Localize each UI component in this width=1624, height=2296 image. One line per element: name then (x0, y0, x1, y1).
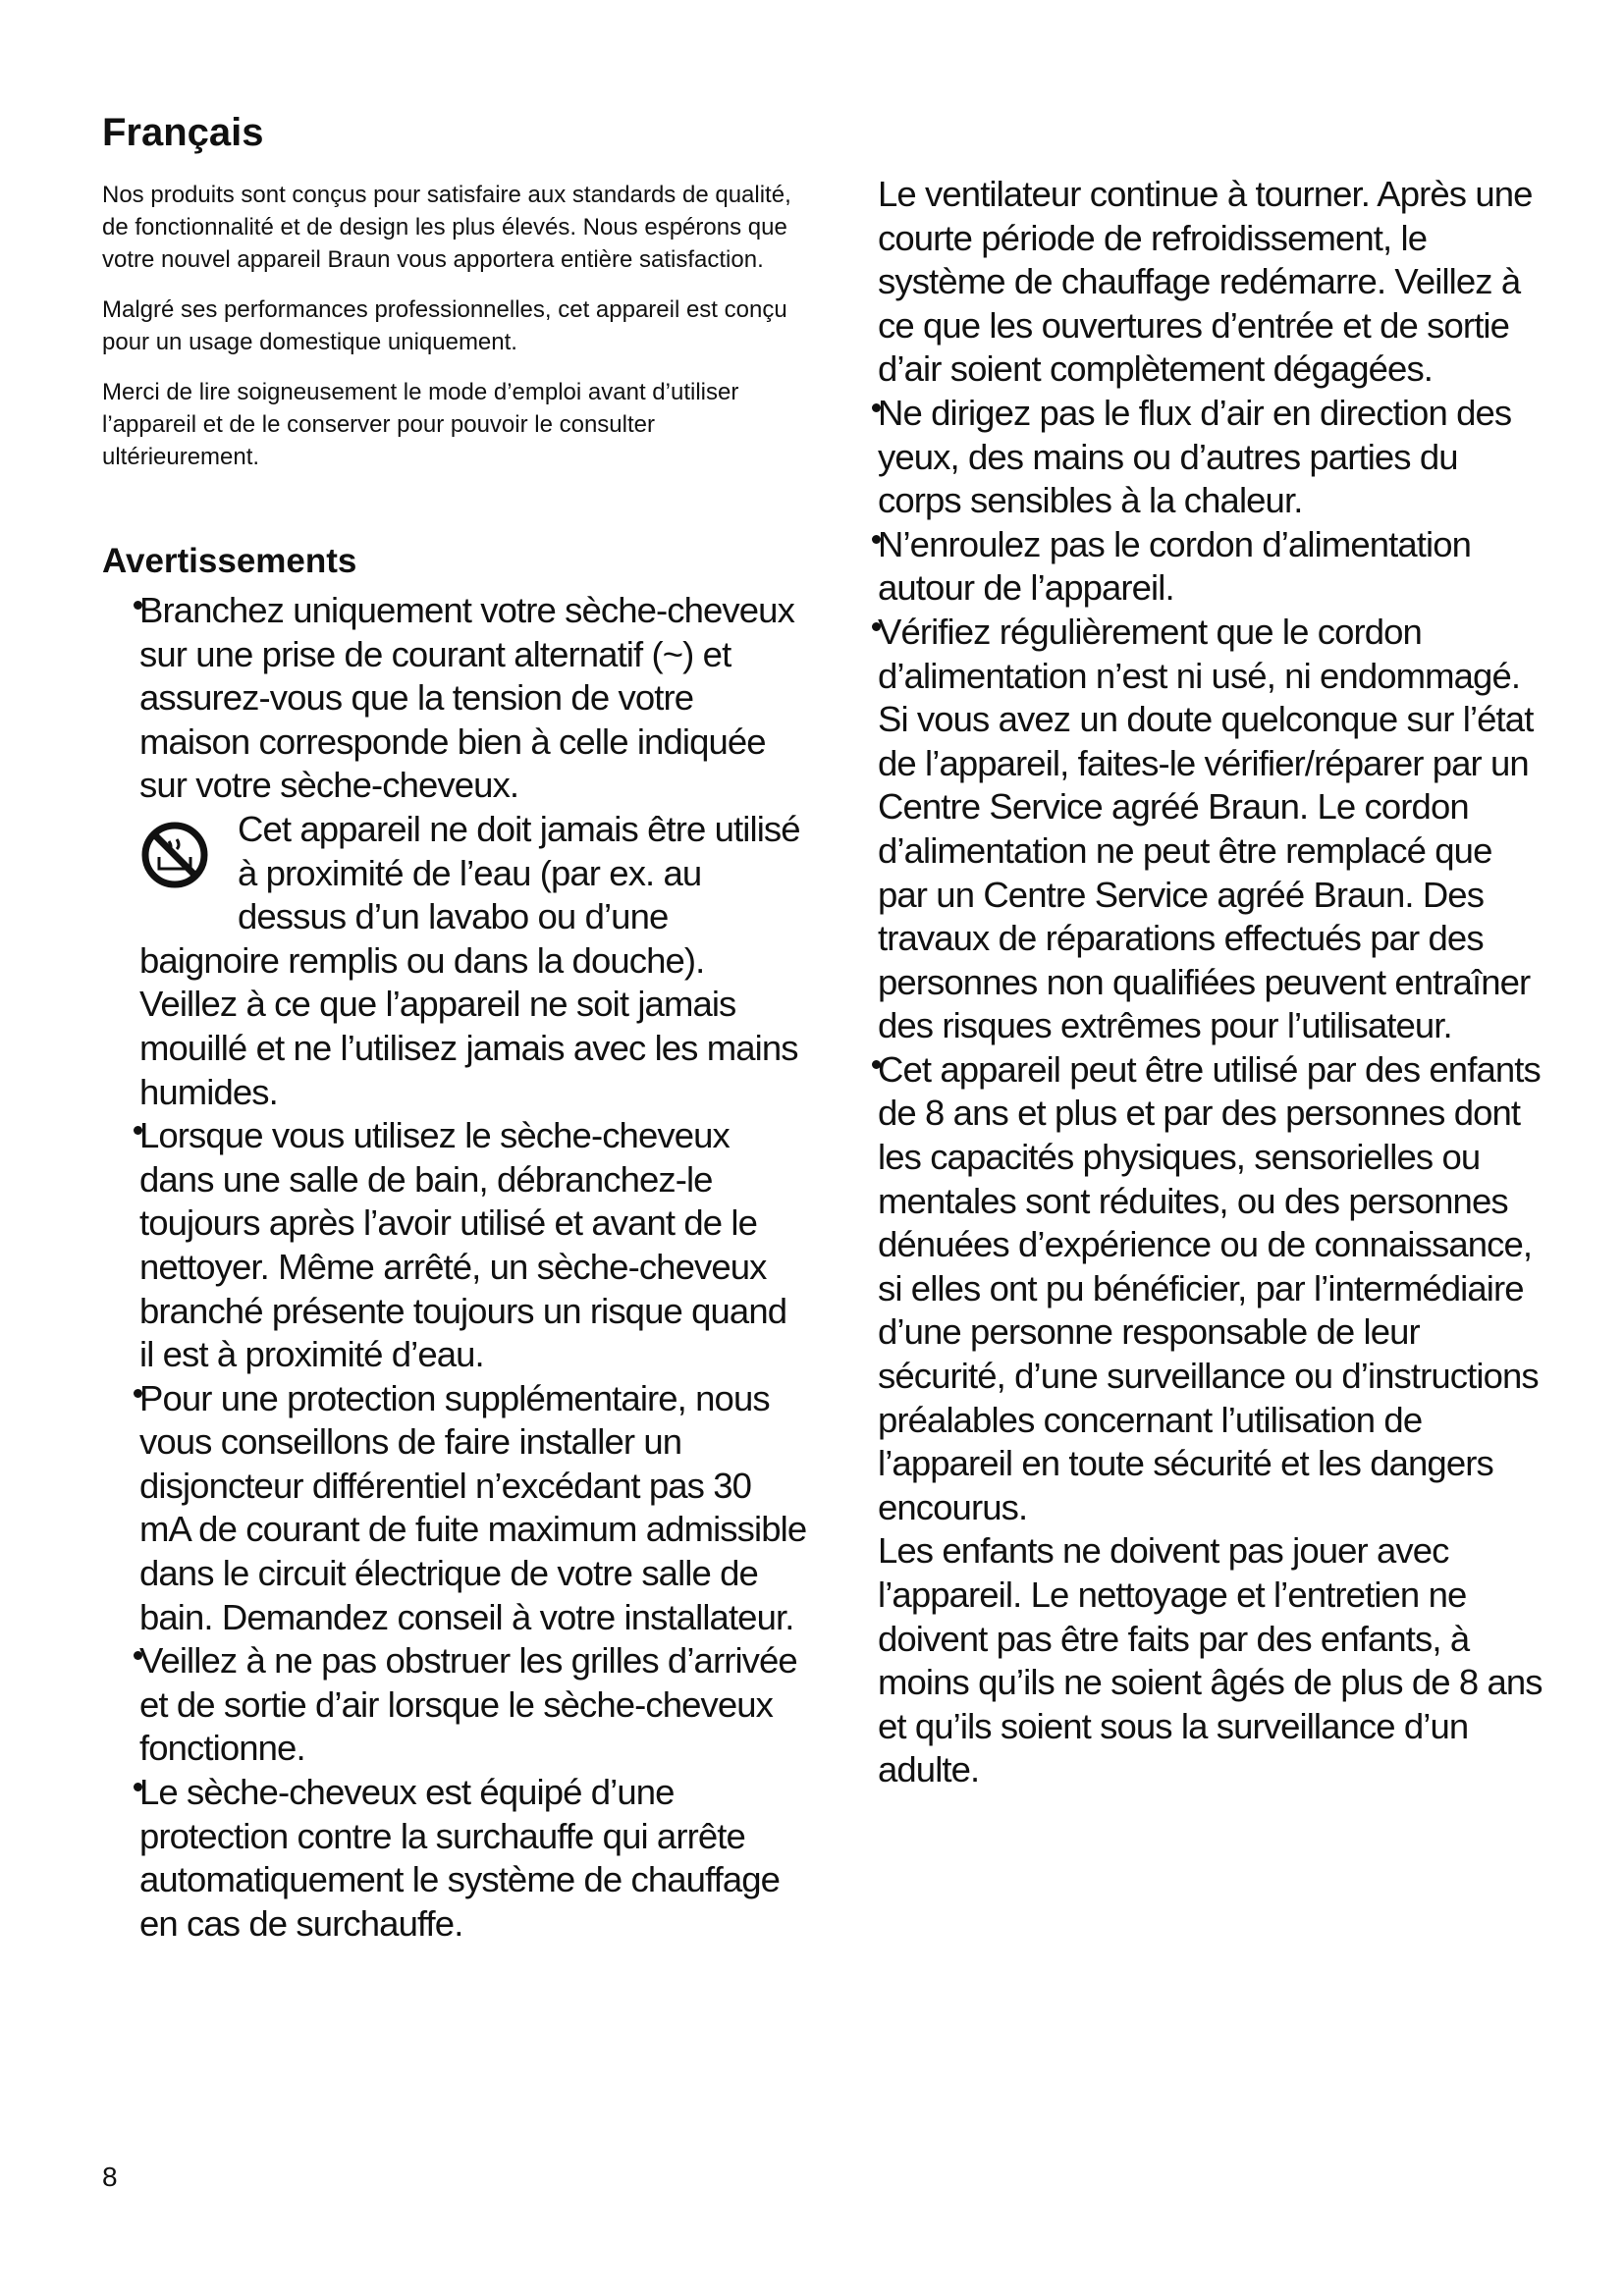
warning-item (139, 1639, 809, 1771)
warning-continuation: Le ventilateur continue à tourner. Après une courte période de refroidissement, le système de chauffage redémarre. Veillez à ce que les ouvertures d’entrée et de sortie d’air soient complètement dégagées. (878, 174, 1533, 390)
intro-paragraph: Malgré ses performances professionnelles, cet appareil est conçu pour un usage domestique uniquement. (102, 296, 787, 355)
warnings-heading: Avertissements (102, 542, 357, 580)
page-number: 8 (102, 2162, 118, 2192)
warning-item (139, 808, 809, 1114)
warning-item (878, 611, 1545, 1048)
no-water-bath-icon (135, 814, 224, 898)
warning-text: N’enroulez pas le cordon d’alimentation autour de l’appareil. (878, 523, 1472, 609)
warning-text: Branchez uniquement votre sèche-cheveux sur une prise de courant alternatif (~) et assurez-vous que la tension de votre maison corresponde bien à celle indiquée sur votre sèche-cheveux. (139, 590, 794, 806)
warning-item (139, 1771, 809, 1946)
warning-item (139, 589, 809, 808)
intro-section (102, 179, 809, 473)
warning-text: Veillez à ne pas obstruer les grilles d’arrivée et de sortie d’air lorsque le sèche-cheveux fonctionne. (139, 1640, 797, 1769)
right-column (878, 173, 1545, 1792)
intro-paragraph: Merci de lire soigneusement le mode d’emploi avant d’utiliser l’appareil et de le conserver pour pouvoir le consulter ultérieurement. (102, 379, 739, 470)
warning-text: Cet appareil ne doit jamais être utilisé à proximité de l’eau (par ex. au dessus d’un lavabo ou d’une baignoire remplis ou dans la douche). Veillez à ce que l’appareil ne soit jamais mouillé et ne l’utilisez jamais avec les mains humides. (139, 808, 800, 1112)
warnings-list-left (102, 589, 809, 1946)
warning-text: Ne dirigez pas le flux d’air en direction des yeux, des mains ou d’autres parties du corps sensibles à la chaleur. (878, 392, 1512, 521)
warning-text: Pour une protection supplémentaire, nous vous conseillons de faire installer un disjoncteur différentiel n’excédant pas 30 mA de courant de fuite maximum admissible dans le circuit électrique de votre salle de bain. Demandez conseil à votre installateur. (139, 1377, 807, 1637)
warning-item (878, 392, 1545, 523)
warning-item (139, 1377, 809, 1640)
warning-item (139, 1114, 809, 1377)
warning-item (878, 1048, 1545, 1530)
warning-text: Cet appareil peut être utilisé par des enfants de 8 ans et plus et par des personnes dont les capacités physiques, sensorielles ou mentales sont réduites, ou des personnes dénuées d’expérience ou de connaissance, si elles ont pu bénéficier, par l’intermédiaire d’une personne responsable de leur sécurité, d’une surveillance ou d’instructions préalables concernant l’utilisation de l’appareil en toute sécurité et les dangers encourus. (878, 1048, 1541, 1527)
warning-tail: Les enfants ne doivent pas jouer avec l’appareil. Le nettoyage et l’entretien ne doivent pas être faits par des enfants, à moins qu’ils ne soient âgés de plus de 8 ans et qu’ils soient sous la surveillance d’un adulte. (878, 1530, 1543, 1790)
intro-paragraph: Nos produits sont conçus pour satisfaire aux standards de qualité, de fonctionnalité et de design les plus élevés. Nous espérons que votre nouvel appareil Braun vous apportera entière satisfaction. (102, 182, 791, 273)
warning-text: Vérifiez régulièrement que le cordon d’alimentation n’est ni usé, ni endommagé. Si vous avez un doute quelconque sur l’état de l’appareil, faites-le vérifier/réparer par un Centre Service agréé Braun. Le cordon d’alimentation ne peut être remplacé que par un Centre Service agréé Braun. Des travaux de réparations effectués par des personnes non qualifiées peuvent entraîner des risques extrêmes pour l’utilisateur. (878, 611, 1534, 1046)
page-title: Français (102, 111, 264, 154)
left-column (102, 108, 809, 1946)
warning-text: Lorsque vous utilisez le sèche-cheveux dans une salle de bain, débranchez-le toujours après l’avoir utilisé et avant de le nettoyer. Même arrêté, un sèche-cheveux branché présente toujours un risque quand il est à proximité d’eau. (139, 1115, 787, 1375)
warning-text: Le sèche-cheveux est équipé d’une protection contre la surchauffe qui arrête automatiquement le système de chauffage en cas de surchauffe. (139, 1772, 781, 1944)
warning-item (878, 523, 1545, 611)
